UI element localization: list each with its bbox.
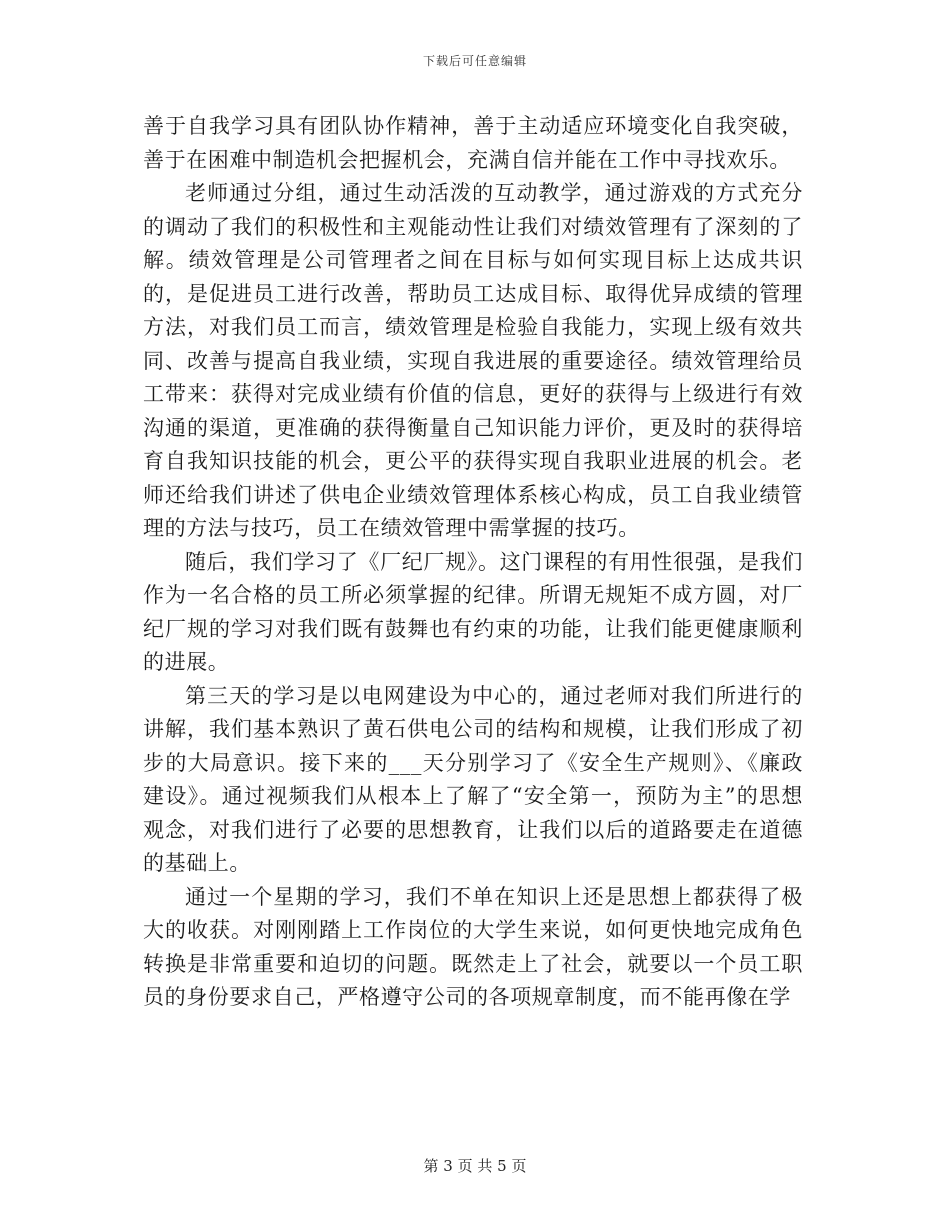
paragraph: 第三天的学习是以电网建设为中心的，通过老师对我们所进行的讲解，我们基本熟识了黄石供电公司的结构和规模，让我们形成了初步的大局意识。接下来的___天分别学习了《安全生产规则》、《廉政建设》。通过视频我们从根本上了解了“安全第一，预防为主”的思想观念，对我们进行了必要的思想教育，让我们以后的道路要走在道德的基础上。: [143, 683, 803, 875]
page-header: 下载后可任意编辑: [422, 54, 527, 68]
paragraph: 老师通过分组，通过生动活泼的互动教学，通过游戏的方式充分的调动了我们的积极性和主观能动性让我们对绩效管理有了深刻的了解。绩效管理是公司管理者之间在目标与如何实现目标上达成共识的，是促进员工进行改善，帮助员工达成目标、取得优异成绩的管理方法，对我们员工而言，绩效管理是检验自我能力，实现上级有效共同、改善与提高自我业绩，实现自我进展的重要途径。绩效管理给员工带来：获得对完成业绩有价值的信息，更好的获得与上级进行有效沟通的渠道，更准确的获得衡量自己知识能力评价，更及时的获得培育自我知识技能的机会，更公平的获得实现自我职业进展的机会。老师还给我们讲述了供电企业绩效管理体系核心构成，员工自我业绩管理的方法与技巧，员工在绩效管理中需掌握的技巧。: [143, 181, 803, 540]
paragraph: 通过一个星期的学习，我们不单在知识上还是思想上都获得了极大的收获。对刚刚踏上工作岗位的大学生来说，如何更快地完成角色转换是非常重要和迫切的问题。既然走上了社会，就要以一个员工职员的身份要求自己，严格遵守公司的各项规章制度，而不能再像在学: [143, 884, 803, 1009]
paragraph: 善于自我学习具有团队协作精神，善于主动适应环境变化自我突破，善于在困难中制造机会把握机会，充满自信并能在工作中寻找欢乐。: [143, 114, 803, 172]
paragraph: 随后，我们学习了《厂纪厂规》。这门课程的有用性很强，是我们作为一名合格的员工所必须掌握的纪律。所谓无规矩不成方圆，对厂纪厂规的学习对我们既有鼓舞也有约束的功能，让我们能更健康顺利的进展。: [143, 549, 803, 674]
page-footer: 第 3 页 共 5 页: [423, 1157, 527, 1175]
document-body: [143, 110, 803, 1015]
